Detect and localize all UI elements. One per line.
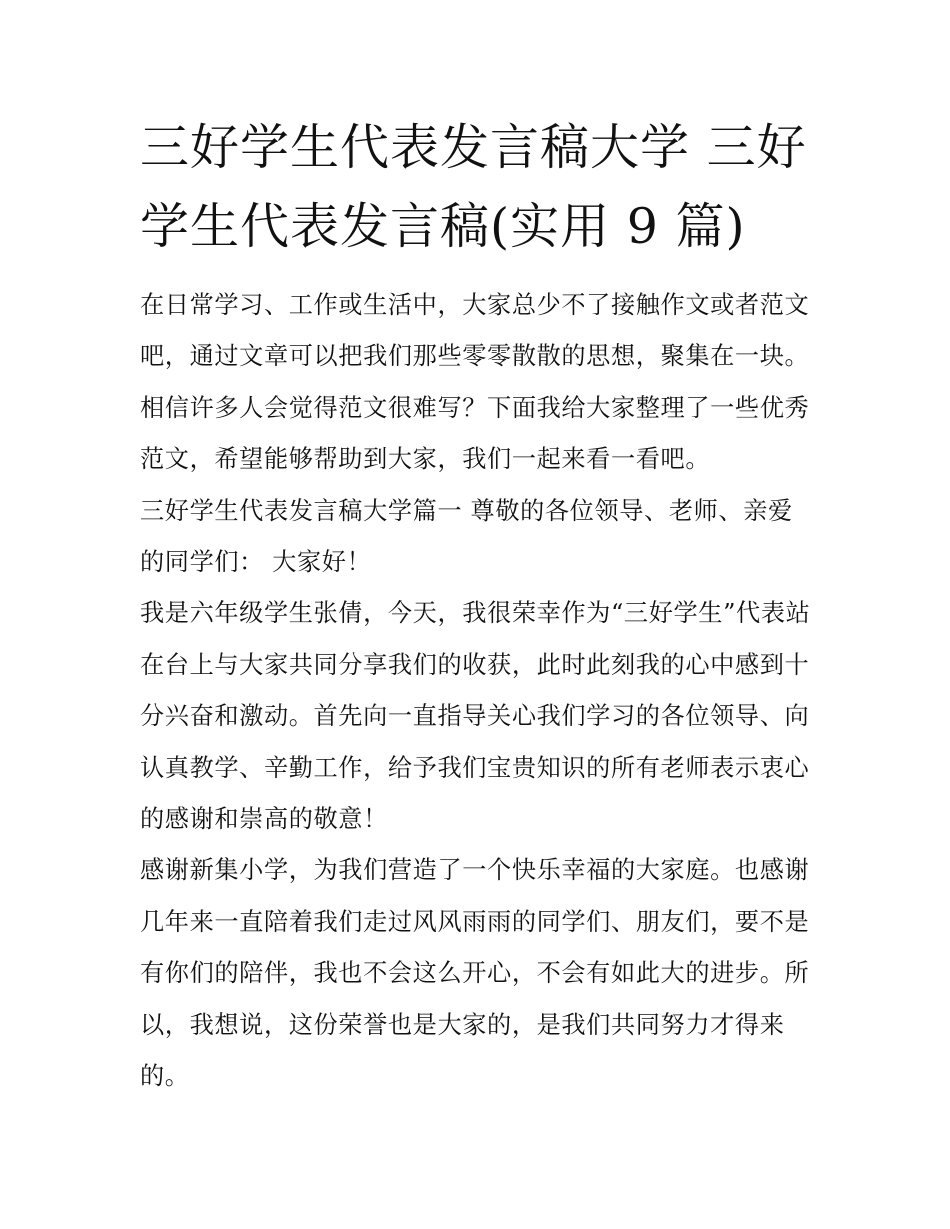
text-line: 感谢新集小学，为我们营造了一个快乐幸福的大家庭。也感谢 [140, 856, 810, 885]
text-line: 的感谢和崇高的敬意！ [140, 805, 388, 834]
title-line: 学生代表发言稿(实用 9 篇) [140, 198, 746, 255]
speech-paragraph [140, 845, 820, 1102]
text-line: 有你们的陪伴，我也不会这么开心，不会有如此大的进步。所 [140, 959, 810, 988]
document-title [140, 108, 820, 266]
text-line: 分兴奋和激动。首先向一直指导关心我们学习的各位领导、向 [140, 702, 810, 731]
text-line: 相信许多人会觉得范文很难写？下面我给大家整理了一些优秀 [140, 393, 810, 422]
speech-heading-paragraph [140, 486, 820, 589]
text-line: 认真教学、辛勤工作，给予我们宝贵知识的所有老师表示衷心 [140, 753, 810, 782]
speech-paragraph [140, 588, 820, 845]
text-line: 以，我想说，这份荣誉也是大家的，是我们共同努力才得来 [140, 1010, 785, 1039]
intro-paragraph [140, 280, 820, 486]
text-line: 在台上与大家共同分享我们的收获，此时此刻我的心中感到十 [140, 650, 810, 679]
text-line: 几年来一直陪着我们走过风风雨雨的同学们、朋友们，要不是 [140, 907, 810, 936]
document-body [140, 108, 820, 1103]
text-line: 范文，希望能够帮助到大家，我们一起来看一看吧。 [140, 445, 711, 474]
text-line: 我是六年级学生张倩，今天，我很荣幸作为“三好学生”代表站 [140, 599, 811, 628]
title-line: 三好学生代表发言稿大学 三好 [140, 119, 807, 176]
text-line: 在日常学习、工作或生活中，大家总少不了接触作文或者范文 [140, 291, 810, 319]
text-line: 的同学们： 大家好！ [140, 548, 372, 577]
text-line: 三好学生代表发言稿大学篇一 尊敬的各位领导、老师、亲爱 [140, 496, 793, 525]
text-line: 的。 [140, 1062, 190, 1091]
text-line: 吧，通过文章可以把我们那些零零散散的思想，聚集在一块。 [140, 342, 810, 371]
